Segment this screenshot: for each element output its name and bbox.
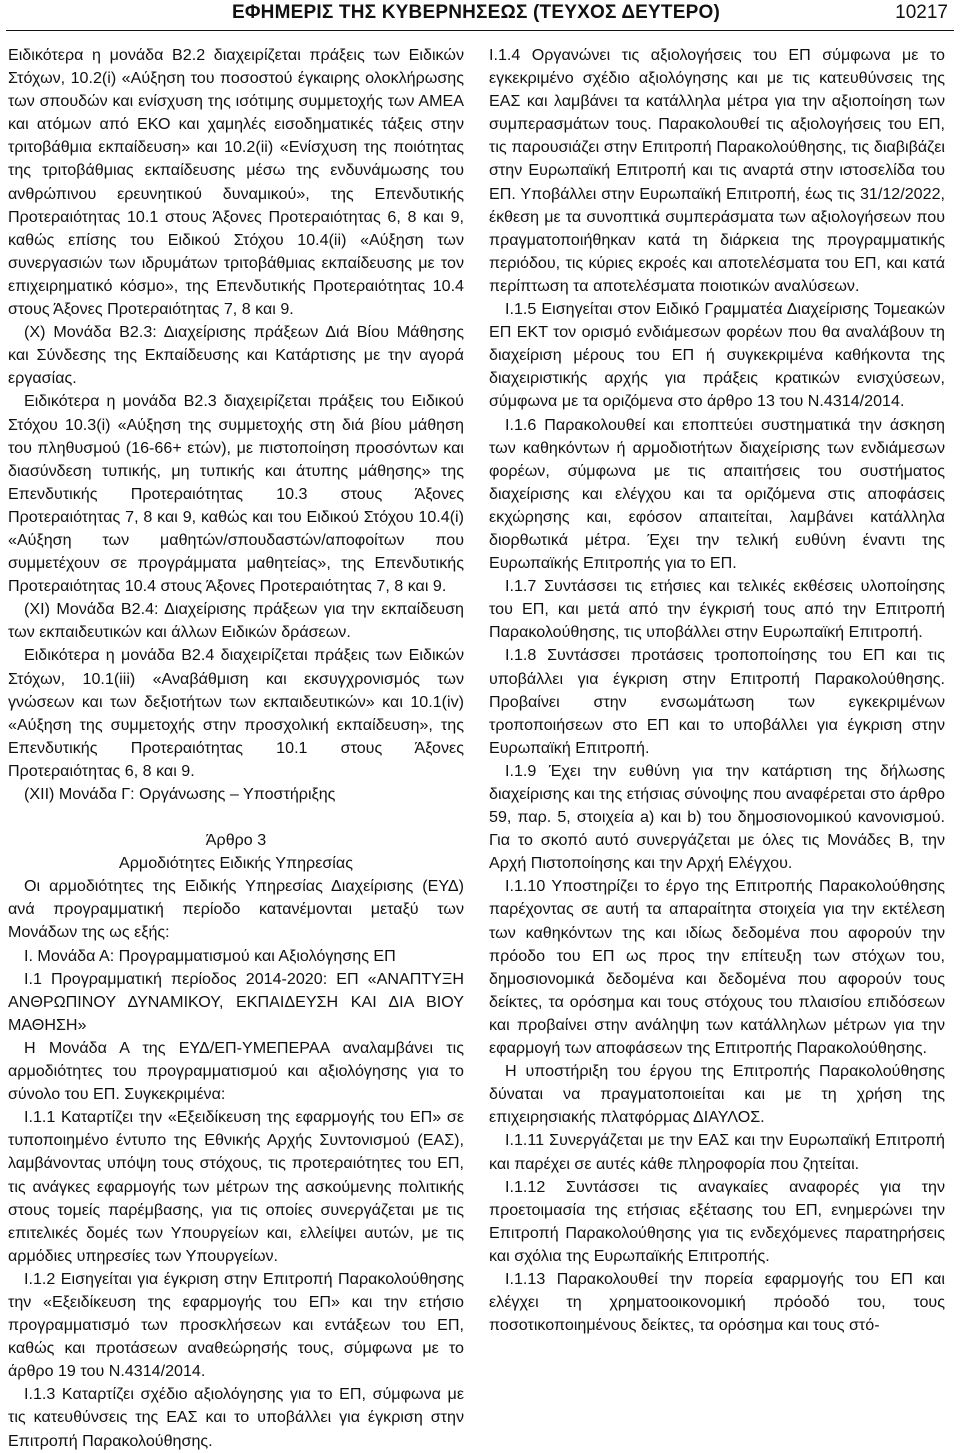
page-number: 10217 (895, 2, 948, 23)
paragraph: Ι. Μονάδα Α: Προγραμματισμού και Αξιολόγησης ΕΠ (24, 946, 396, 965)
paragraph: Ι.1.3 Καταρτίζει σχέδιο αξιολόγησης για το ΕΠ, σύμφωνα με τις κατευθύνσεις της ΕΑΣ και το υποβάλλει για έγκριση στην Επιτροπή Παρακολούθησης. (8, 1385, 464, 1450)
header-divider (6, 30, 954, 31)
paragraph: Ειδικότερα η μονάδα Β2.2 διαχειρίζεται πράξεις των Ειδικών Στόχων, 10.2(i) «Αύξηση του ποσοστού έγκαιρης ολοκλήρωσης των σπουδών και ενίσχυση της ισότιμης συμμετοχής των ΑΜΕΑ και ατόμων από ΕΚΟ και χαμηλές εισοδηματικές τάξεις στην τριτοβάθμια εκπαίδευση» και 10.2(ii) «Ενίσχυση της ποιότητας της τριτοβάθμιας εκπαίδευσης μέσω της ενδυνάμωσης του ανθρώπινου ερευνητικού δυναμικού», της Επενδυτικής Προτεραιότητας 10.1 στους Άξονες Προτεραιότητας 6, 8 και 9, καθώς επίσης του Ειδικού Στόχου 10.4(ii) «Αύξηση των συνεργασιών των ιδρυμάτων τριτοβάθμιας εκπαίδευσης με τον επιχειρηματικό κόσμο», της Επενδυτικής Προτεραιότητας 10.4 στους Άξονες Προτεραιότητας 7, 8 και 9. (8, 46, 464, 319)
paragraph: Η Μονάδα Α της ΕΥΔ/ΕΠ-ΥΜΕΠΕΡΑΑ αναλαμβάνει τις αρμοδιότητες του προγραμματισμού και αξιολόγησης για το σύνολο του ΕΠ. Συγκεκριμένα: (8, 1038, 464, 1104)
paragraph: Ι.1.8 Συντάσσει προτάσεις τροποποίησης του ΕΠ και τις υποβάλλει για έγκριση στην Επιτροπή Παρακολούθησης. Προβαίνει στην ενσωμάτωση των εγκεκριμένων τροποποιήσεων στο ΕΠ και το υποβάλλει για έγκριση στην Ευρωπαϊκή Επιτροπή. (489, 646, 945, 757)
paragraph: Ι.1.11 Συνεργάζεται με την ΕΑΣ και την Ευρωπαϊκή Επιτροπή και παρέχει σε αυτές κάθε πληροφορία που ζητείται. (489, 1131, 945, 1173)
paragraph: (XII) Μονάδα Γ: Οργάνωσης – Υποστήριξης (24, 785, 336, 803)
article-title: Αρμοδιότητες Ειδικής Υπηρεσίας (119, 854, 353, 873)
gazette-title: ΕΦΗΜΕΡΙΣ ΤΗΣ ΚΥΒΕΡΝΗΣΕΩΣ (ΤΕΥΧΟΣ ΔΕΥΤΕΡΟ) (232, 2, 720, 23)
paragraph: Η υποστήριξη του έργου της Επιτροπής Παρακολούθησης δύναται να πραγματοποιείται και με τη χρήση της επιχειρησιακής πλατφόρμας ΔΙΑΥΛΟΣ. (489, 1062, 945, 1127)
page-header (0, 0, 960, 36)
paragraph: Ι.1.5 Εισηγείται στον Ειδικό Γραμματέα Διαχείρισης Τομεακών ΕΠ ΕΚΤ τον ορισμό ενδιάμεσων φορέων που θα αναλάβουν τη διαχείριση μέρους του ΕΠ ή συγκεκριμένα καθήκοντα της διαχειριστικής αρχής για πράξεις κρατικών ενισχύσεων, σύμφωνα με τα οριζόμενα στο άρθρο 13 του Ν.4314/2014. (489, 300, 945, 411)
paragraph: Ι.1 Προγραμματική περίοδος 2014-2020: ΕΠ «ΑΝΑΠΤΥΞΗ ΑΝΘΡΩΠΙΝΟΥ ΔΥΝΑΜΙΚΟΥ, ΕΚΠΑΙΔΕΥΣΗ ΚΑΙ ΔΙΑ ΒΙΟΥ ΜΑΘΗΣΗ» (8, 969, 464, 1034)
paragraph: Ι.1.4 Οργανώνει τις αξιολογήσεις του ΕΠ σύμφωνα με το εγκεκριμένο σχέδιο αξιολόγησης και με τις κατευθύνσεις της ΕΑΣ και λαμβάνει τα κατάλληλα μέτρα για την αξιοποίηση των συμπερασμάτων τους. Παρακολουθεί τις αξιολογήσεις του ΕΠ, τις παρουσιάζει στην Επιτροπή Παρακολούθησης, τις διαβιβάζει στην Ευρωπαϊκή Επιτροπή και τις αναρτά στην ιστοσελίδα του ΕΠ. Υποβάλλει στην Ευρωπαϊκή Επιτροπή, έως τις 31/12/2022, έκθεση με τα συνοπτικά συμπεράσματα των αξιολογήσεων που πραγματοποιήθηκαν κατά τη διάρκεια της προγραμματικής περιόδου, τις κύριες εκροές και αποτελέσματα του ΕΠ, και κατά περίπτωση τα αποτελέσματα ποιοτικών αναλύσεων. (489, 46, 945, 295)
paragraph: Οι αρμοδιότητες της Ειδικής Υπηρεσίας Διαχείρισης (ΕΥΔ) ανά προγραμματική περίοδο κατανέμονται μεταξύ των Μονάδων της ως εξής: (8, 877, 464, 942)
paragraph: Ι.1.13 Παρακολουθεί την πορεία εφαρμογής του ΕΠ και ελέγχει τη χρηματοοικονομική πρόοδό του, τους ποσοτικοποιημένους δείκτες, τα ορόσημα και τους στό- (489, 1269, 945, 1335)
article-heading: Άρθρο 3 (205, 831, 267, 850)
paragraph: Ι.1.12 Συντάσσει τις αναγκαίες αναφορές για την προετοιμασία της ετήσιας εξέτασης του ΕΠ, ενημερώνει την Επιτροπή Παρακολούθησης για τις ενδεχόμενες παρατηρήσεις και σχόλια της Ευρωπαϊκής Επιτροπής. (489, 1177, 945, 1265)
paragraph: (Χ) Μονάδα Β2.3: Διαχείρισης πράξεων Διά Βίου Μάθησης και Σύνδεσης της Εκπαίδευσης και Κατάρτισης με την αγορά εργασίας. (8, 323, 464, 388)
paragraph: Ι.1.10 Υποστηρίζει το έργο της Επιτροπής Παρακολούθησης παρέχοντας σε αυτή τα απαραίτητα στοιχεία για την εκτέλεση των καθηκόντων της και ιδίως δεδομένα που αφορούν την πρόοδο του ΕΠ ως προς την επίτευξη των στόχων του, δημοσιονομικά δεδομένα και δεδομένα που αφορούν τους δείκτες, τα ορόσημα και τους στόχους του πλαισίου επιδόσεων και προβαίνει στην ανάληψη των κατάλληλων μέτρων για την εφαρμογή των αποφάσεων της Επιτροπής Παρακολούθησης. (489, 877, 945, 1058)
paragraph: Ι.1.9 Έχει την ευθύνη για την κατάρτιση της δήλωσης διαχείρισης και της ετήσιας σύνοψης που αναφέρεται στο άρθρο 59, παρ. 5, στοιχεία a) και b) του δημοσιονομικού κανονισμού. Για το σκοπό αυτό συνεργάζεται με όλες τις Μονάδες Β, την Αρχή Πιστοποίησης και την Αρχή Ελέγχου. (489, 761, 945, 873)
paragraph: Ι.1.6 Παρακολουθεί και εποπτεύει συστηματικά την άσκηση των καθηκόντων ή αρμοδιοτήτων διαχείρισης των ενδιάμεσων φορέων, σύμφωνα με τις απαιτήσεις του συστήματος διαχείρισης και ελέγχου και τα οριζόμενα στις αποφάσεις εκχώρησης και, εφόσον απαιτείται, λαμβάνει κατάλληλα διορθωτικά μέτρα. Έχει την τελική ευθύνη έναντι της Ευρωπαϊκής Επιτροπής για το ΕΠ. (489, 415, 945, 573)
paragraph: Ι.1.1 Καταρτίζει την «Εξειδίκευση της εφαρμογής του ΕΠ» σε τυποποιημένο έντυπο της Εθνικής Αρχής Συντονισμού (ΕΑΣ), λαμβάνοντας υπόψη τους στόχους, τις προτεραιότητες του ΕΠ, τις ανάγκες εφαρμογής των μέτρων της ασκούμενης πολιτικής στους τομείς παρέμβασης, για τις οποίες συνεργάζεται με τις επιτελικές δομές των Υπουργείων και, ελλείψει αυτών, με τις αρμόδιες υπηρεσίες των Υπουργείων. (8, 1108, 464, 1265)
paragraph: (XI) Μονάδα Β2.4: Διαχείρισης πράξεων για την εκπαίδευση των εκπαιδευτικών και άλλων Ειδικών δράσεων. (8, 600, 464, 642)
paragraph: Ειδικότερα η μονάδα Β2.3 διαχειρίζεται πράξεις του Ειδικού Στόχου 10.3(i) «Αύξηση της συμμετοχής στη διά βίου μάθηση του πληθυσμού (16-66+ ετών), με πιστοποίηση προσόντων και διασύνδεση τυπικής, μη τυπικής και άτυπης μάθησης» της Επενδυτικής Προτεραιότητας 10.3 στους Άξονες Προτεραιότητας 7, 8 και 9, καθώς και του Ειδικού Στόχου 10.4(i) «Αύξηση των μαθητών/σπουδαστών/αποφοίτων που συμμετέχουν σε προγράμματα μαθητείας», της Επενδυτικής Προτεραιότητας 10.4 στους Άξονες Προτεραιότητας 7, 8 και 9. (8, 392, 464, 596)
left-column (8, 44, 464, 1453)
paragraph: Ειδικότερα η μονάδα Β2.4 διαχειρίζεται πράξεις των Ειδικών Στόχων, 10.1(iii) «Αναβάθμιση και εκσυγχρονισμός των γνώσεων και των δεξιοτήτων των εκπαιδευτικών» και 10.1(iv) «Αύξηση της συμμετοχής στην προσχολική εκπαίδευση», της Επενδυτικής Προτεραιότητας 10.1 στους Άξονες Προτεραιότητας 6, 8 και 9. (8, 646, 464, 780)
right-column (489, 44, 945, 1337)
paragraph: Ι.1.7 Συντάσσει τις ετήσιες και τελικές εκθέσεις υλοποίησης του ΕΠ, και μετά από την έγκρισή τους από την Επιτροπή Παρακολούθησης, τις υποβάλλει στην Ευρωπαϊκή Επιτροπή. (489, 577, 945, 642)
paragraph: Ι.1.2 Εισηγείται για έγκριση στην Επιτροπή Παρακολούθησης την «Εξειδίκευση της εφαρμογής του ΕΠ» και την ετήσιο προγραμματισμό των προσκλήσεων και εντάξεων του ΕΠ, καθώς και προτάσεων αναθεώρησής τους, σύμφωνα με το άρθρο 19 του Ν.4314/2014. (8, 1269, 464, 1381)
